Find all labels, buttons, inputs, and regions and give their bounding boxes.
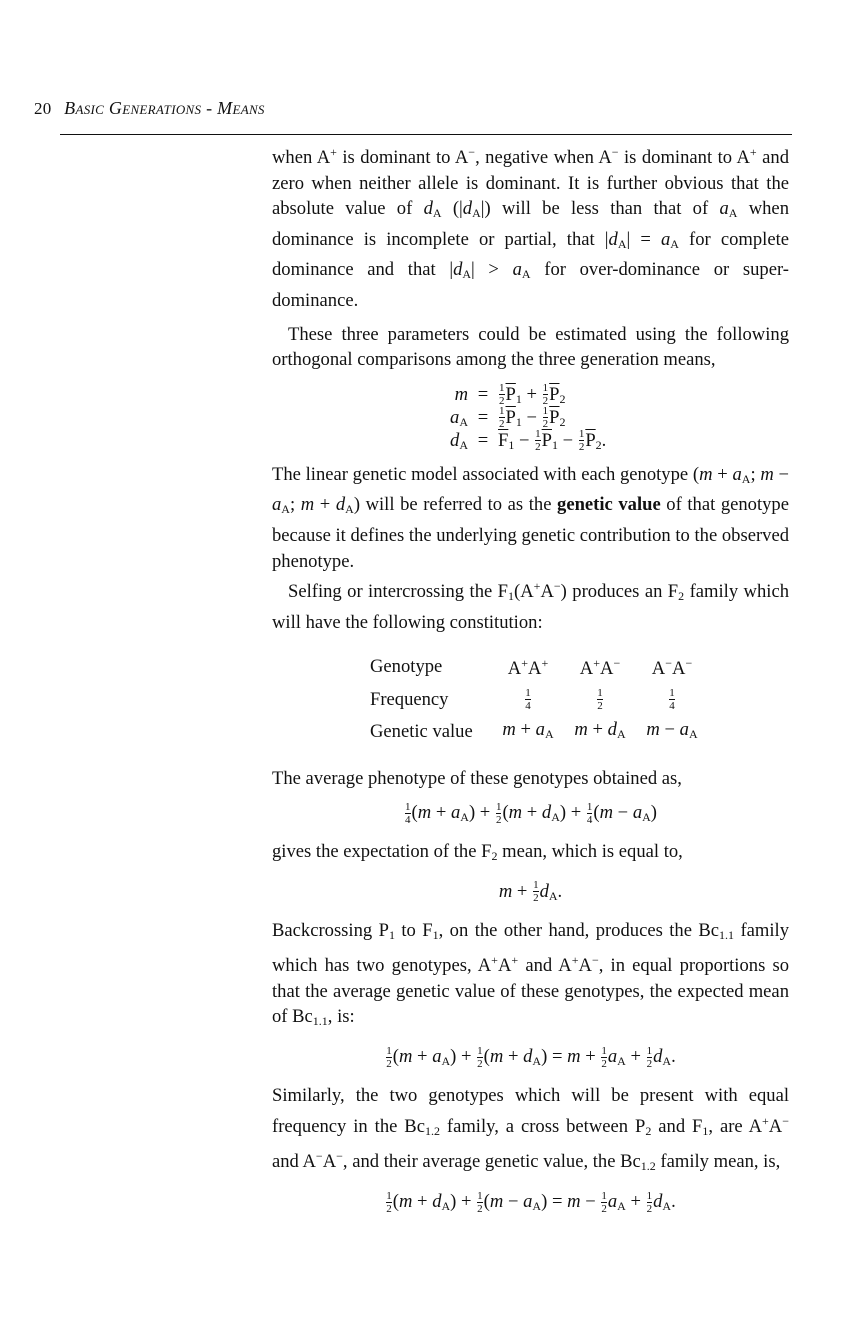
equation-average-phenotype: $\frac{1}{4}$ $(m + a_A)$ + $\frac{1}{2}$ $(m + d_A)$ + $\frac{1}{4}$ $(m - a_A)$ (405, 800, 657, 826)
paragraph-parameters: These three parameters could be estimated using the following orthogonal comparisons among the three generation means, (272, 323, 789, 371)
equation-dA: $d_A$ = $\overline{F}_1$ − $\frac{1}{2}$ $\overline{P}_1$ − $\frac{1}{2}$ $\overline{P}_2$. (450, 428, 607, 454)
table-cell: $m - a_A$ (646, 718, 698, 741)
page-number: 20 (34, 99, 52, 118)
table-row (370, 715, 708, 750)
table-cell: A+A− (579, 656, 621, 680)
paragraph-selfing: Selfing or intercrossing the $F_1(A^+A^-)$ produces an $F_2$ family which will have the following constitution: (272, 579, 789, 633)
equation-bc11-mean: $\frac{1}{2}$ $(m + a_A)$ + $\frac{1}{2}$ $(m + d_A) = m$ + $\frac{1}{2}$ $a_A$ + $\frac{1}{2}$ $d_A$. (386, 1044, 676, 1070)
genotype-table (370, 649, 708, 749)
equation-aA: $a_A$ = $\frac{1}{2}$ $\overline{P}_1$ − $\frac{1}{2}$ $\overline{P}_2$ (450, 405, 566, 431)
running-title: Basic Generations - Means (64, 98, 265, 118)
paragraph-backcross-2: Similarly, the two genotypes which will be present with equal frequency in the $Bc_{1.2}$ family, a cross between $P_2$ and $F_1$, are A+A− and A−A−, and their average genetic value, the $Bc_{1.2}$ family mean, is, (272, 1085, 789, 1174)
table-cell: $m + d_A$ (574, 718, 626, 741)
paragraph-dominance: when A+ is dominant to A−, negative when A− is dominant to A+ and zero when neither allele is dominant. It is further obvious that the absolute value of $d_A$ $(|d_A|)$ will be less than that of $a_A$ when dominance is incomplete or partial, that $|d_A| = a_A$ for complete dominance and that $|d_A| > a_A$ for over-dominance or super-dominance. (272, 145, 790, 311)
header-rule (60, 134, 792, 135)
equation-bc12-mean: $\frac{1}{2}$ $(m + d_A)$ + $\frac{1}{2}$ $(m - a_A) = m$ − $\frac{1}{2}$ $a_A$ + $\frac{1}{2}$ $d_A$. (386, 1189, 676, 1215)
text-column (272, 140, 789, 1228)
table-cell: A+A+ (507, 656, 549, 680)
paragraph-backcross-1: Backcrossing $P_1$ to $F_1$, on the other hand, produces the $Bc_{1.1}$ family which has two genotypes, A+A+ and A+A−, in equal proportions so that the average genetic value of these genotypes, the expected mean of $Bc_{1.1}$, is: (272, 919, 790, 1029)
table-row (370, 684, 708, 715)
table-cell: $m + a_A$ (502, 718, 554, 741)
equation-m: m = $\frac{1}{2}$ $\overline{P}_1$ + $\frac{1}{2}$ $\overline{P}_2$ (454, 382, 566, 408)
table-row (370, 649, 708, 684)
row-label: Frequency (370, 688, 449, 710)
table-cell: $\frac{1}{4}$ (669, 687, 675, 713)
row-label: Genotype (370, 655, 443, 677)
paragraph-f2-mean: gives the expectation of the $F_2$ mean, which is equal to, (272, 841, 683, 864)
running-header (34, 98, 794, 119)
table-cell: $\frac{1}{4}$ (525, 687, 531, 713)
equation-f2-mean: m + $\frac{1}{2}$ $d_A$. (498, 879, 563, 905)
paragraph-genetic-value: The linear genetic model associated with each genotype ($m + a_A$; $m - a_A$; $m + d_A$) will be referred to as the genetic value of that genotype because it defines the underlying genetic contribution to the observed phenotype. (272, 463, 789, 572)
paragraph-average-phenotype: The average phenotype of these genotypes obtained as, (272, 767, 682, 789)
table-cell: A−A− (651, 656, 693, 680)
table-cell: $\frac{1}{2}$ (597, 687, 603, 713)
row-label: Genetic value (370, 721, 473, 743)
equation-block-parameters (272, 383, 789, 452)
